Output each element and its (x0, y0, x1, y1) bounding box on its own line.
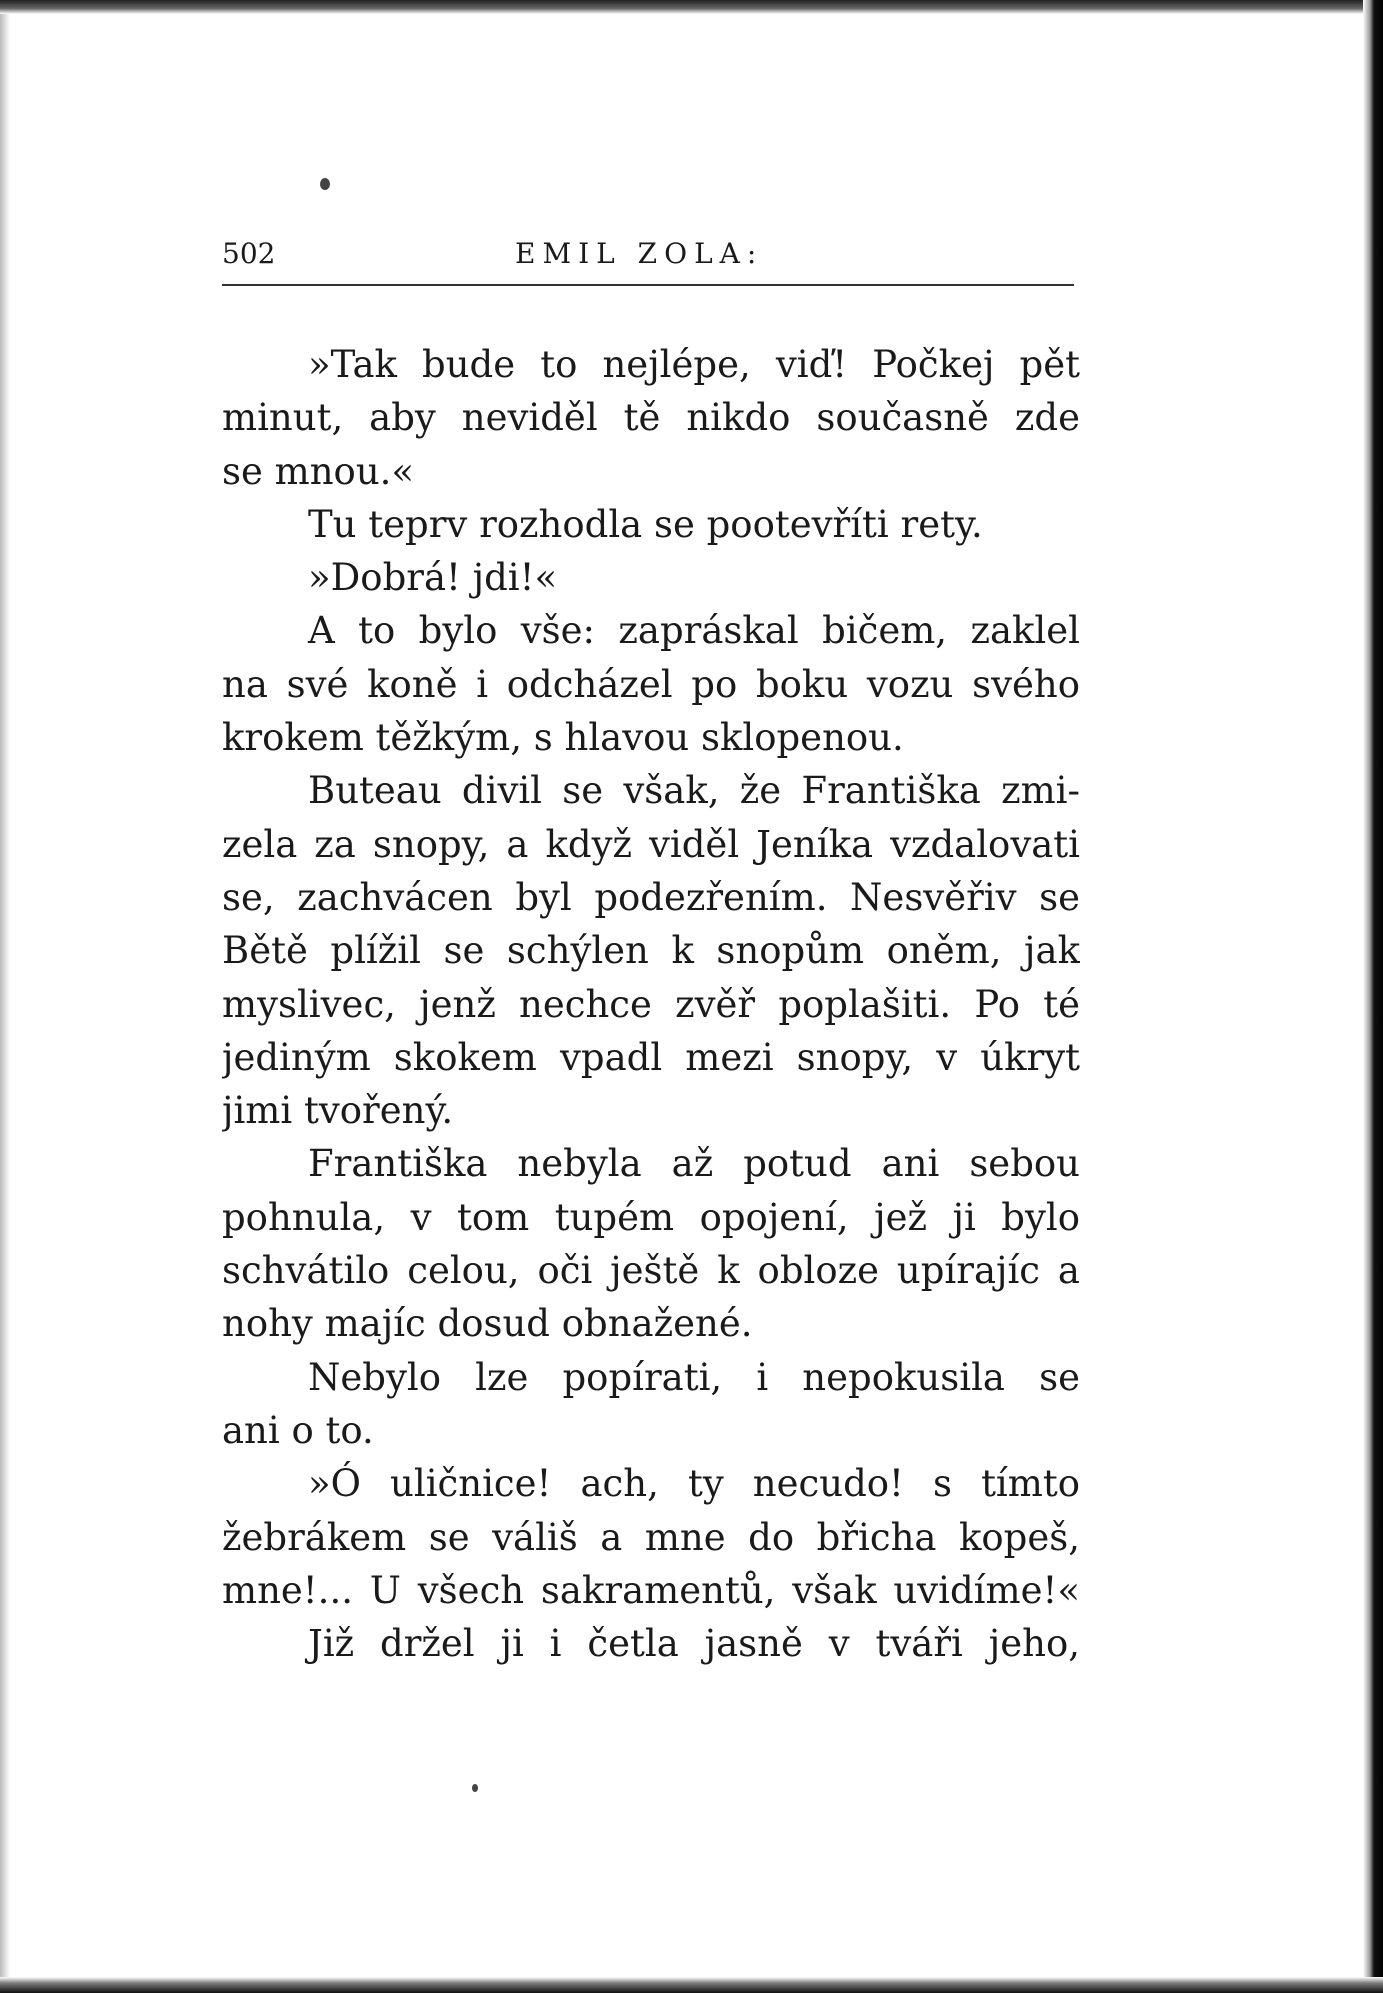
text-line: mne!... U všech sakramentů, však uvidíme!« (222, 1568, 1080, 1612)
text-line: Tu teprv rozhodla se pootevříti rety. (308, 502, 983, 546)
text-line: pohnula, v tom tupém opojení, jež ji bylo (222, 1195, 1080, 1239)
text-line: zela za snopy, a když viděl Jeníka vzdalovati (222, 822, 1080, 866)
text-line: »Dobrá! jdi!« (308, 556, 558, 600)
text-line: myslivec, jenž nechce zvěř poplašiti. Po té (222, 982, 1080, 1026)
header-rule (222, 284, 1074, 286)
text-line: žebrákem se váliš a mne do břicha kopeš, (222, 1515, 1080, 1559)
text-line: jimi tvořený. (222, 1089, 454, 1133)
text-line: na své koně i odcházel po boku vozu svého (222, 662, 1080, 706)
running-title: EMIL ZOLA: (515, 237, 764, 270)
scan-bottom-edge (0, 1977, 1383, 1993)
body-text (222, 338, 1080, 1670)
text-line: ani o to. (222, 1408, 374, 1452)
text-line: A to bylo vše: zapráskal bičem, zaklel (308, 609, 1080, 653)
text-line: jediným skokem vpadl mezi snopy, v úkryt (222, 1035, 1080, 1079)
text-line: »Tak bude to nejlépe, viď! Počkej pět (308, 343, 1080, 386)
scan-top-edge (0, 0, 1383, 14)
text-line: nohy majíc dosud obnažené. (222, 1302, 753, 1346)
text-line: Již držel ji i četla jasně v tváři jeho, (308, 1622, 1080, 1666)
text-line: Františka nebyla až potud ani sebou (308, 1142, 1080, 1186)
text-line: se mnou.« (222, 449, 415, 493)
text-line: Buteau divil se však, že Františka zmi- (308, 769, 1080, 813)
text-line: krokem těžkým, s hlavou sklopenou. (222, 716, 904, 760)
scan-left-edge (0, 0, 10, 1993)
text-line: se, zachvácen byl podezřením. Nesvěřiv se (222, 875, 1080, 919)
text-line: schvátilo celou, oči ještě k obloze upírajíc a (222, 1249, 1080, 1293)
text-line: Bětě plížil se schýlen k snopům oněm, jak (222, 929, 1080, 973)
text-line: minut, aby neviděl tě nikdo současně zde (222, 396, 1080, 440)
text-line: »Ó uličnice! ach, ty necudo! s tímto (308, 1462, 1080, 1506)
text-line: Nebylo lze popírati, i nepokusila se (308, 1355, 1080, 1399)
page-number: 502 (222, 237, 276, 270)
page-header (222, 236, 1074, 280)
scan-right-edge (1363, 0, 1383, 1993)
ink-speck (320, 178, 330, 190)
ink-speck (472, 1784, 478, 1792)
